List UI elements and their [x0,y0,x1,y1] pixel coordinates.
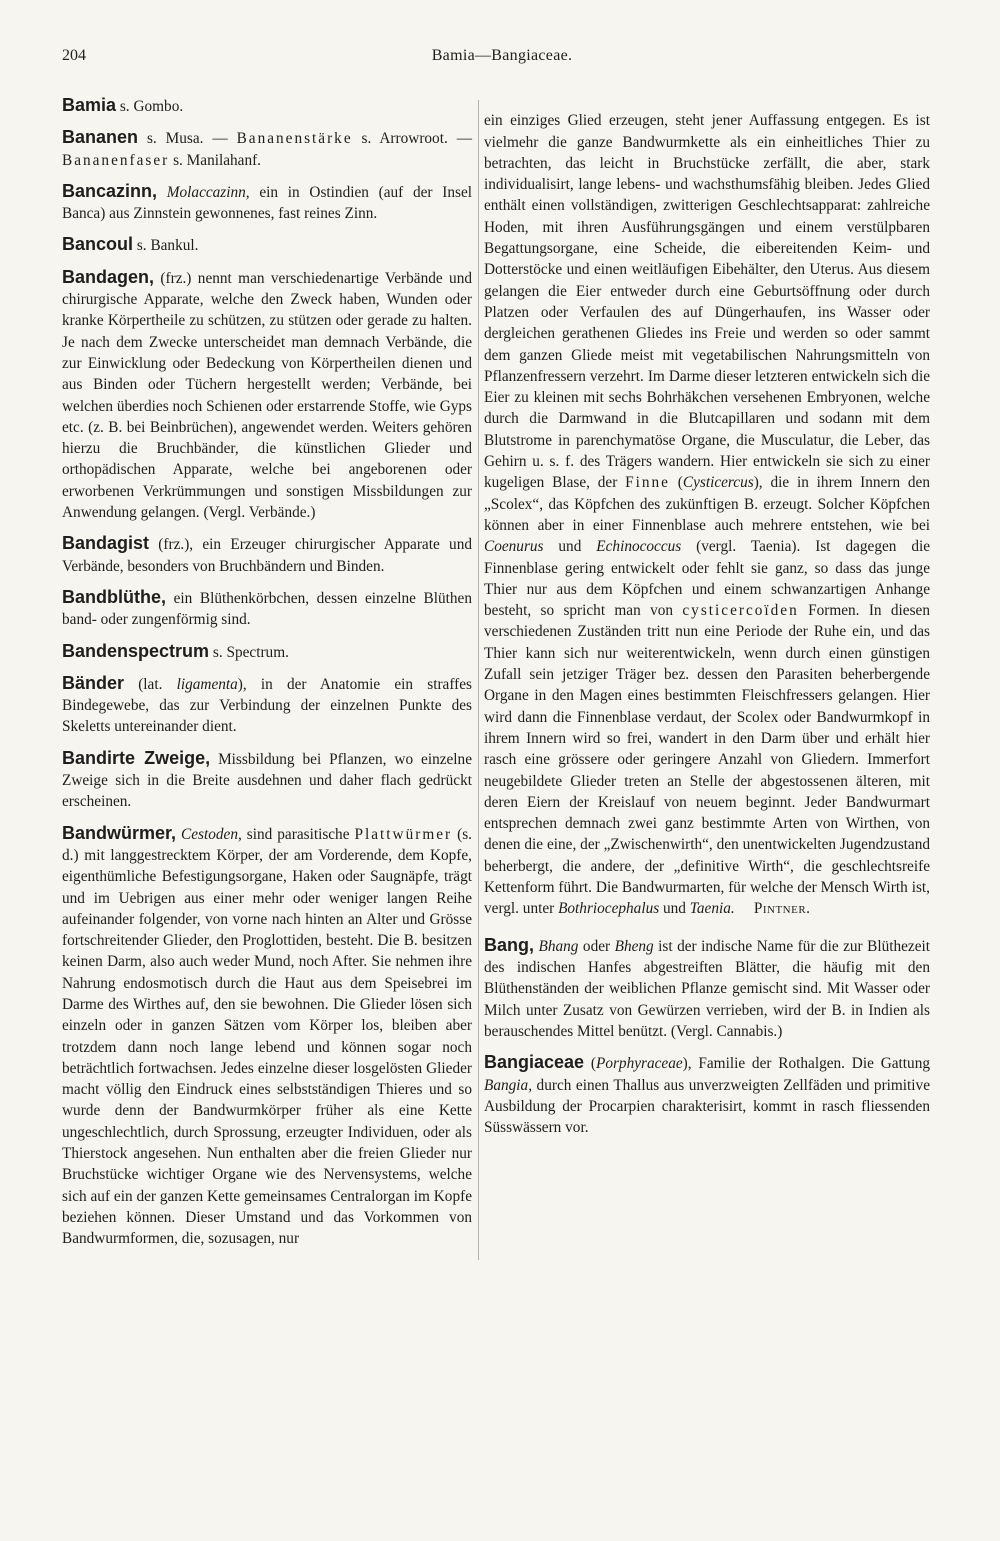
lemma-bancazinn: Bancazinn, [62,180,158,201]
italic-term: Cestoden, [181,825,242,843]
column-divider [478,100,479,1260]
entry-text: (s. d.) mit langgestrecktem Körper, der am Vorderende, dem Kopfe, eigenthümliche Befestigungsorgane, Haken oder Saugnäpfe, trägt und im Uebrigen aus einer mehr oder weniger langen Reihe aufeinander folgender, von vorne nach hinten an Alter und Grösse fortschreitender Glieder, den Proglottiden, besteht. Die B. besitzen keinen Darm, also auch weder Mund, noch After. Sie nehmen ihre Nahrung endosmotisch durch die Haut aus dem Speisebrei im Darme des Wirthes auf, den sie bewohnen. Die Glieder lösen sich einzeln oder in ganzen Sätzen vom Körper los, bleiben aber trotzdem dann noch lange lebend und können sogar noch beträchtlich fortwachsen. Jedes einzelne dieser losgelösten Glieder macht völlig den Eindruck eines selbstständigen Thieres und so wurde denn der Bandwurmkörper früher als eine Kette ungeschlechtlich, durch Sprossung, erzeugter Individuen, oder als Thierstock angesehen. Nun enthalten aber die freien Glieder nur Bruchstücke wichtiger Organe wie des Nervensystems, welche sich auf ein der ganzen Kette gemeinsames Centralorgan im Kopfe beziehen können. Dieser Umstand und das Vorkommen von Bandwurmformen, die, sozusagen, nur [62,825,472,1248]
entry-bangiaceae [484,1052,930,1138]
italic-term: Bangia, [484,1076,533,1094]
entry-text: (frz.), ein Erzeuger chirurgischer Apparate und Verbände, besonders von Bruchbändern und Binden. [62,536,472,575]
spaced-term: Bananenfaser [62,151,170,169]
entry-baender [62,673,472,738]
entry-text: und [659,900,690,918]
entry-text: ist der indische Name für die zur Blüthezeit des indischen Hanfes abgestreiften Blätter, die häufig mit den Blüthenständen der weiblichen Pflanze gemischt sind. Mit Wasser oder Milch unter Zusatz von Gewürzen verrieben, wird der B. in Indien als berauschendes Mittel benützt. (Vergl. Cannabis.) [484,937,930,1041]
entry-text: Formen. In diesen verschiedenen Zuständen tritt nun eine Periode der Ruhe ein, und das Thier kann sich nur weiterentwickeln, wenn durch einen günstigen Zufall sein jetziger Träger bez. dessen den Parasiten beherbergende Organe in den Magen eines bestimmten Fleischfressers gelangen. Hier wird dann die Finnenblase verdaut, der Scolex oder Bandwurmkopf in ihrem Innern wird so frei, wandert in den Darm über und erhält hier rasch eine grössere oder geringere Anzahl von Gliedern. Immerfort neugebildete Glieder treten an Stelle der abgestossenen älteren, mit deren Eiern der Kreislauf von neuem beginnt. Jeder Bandwurmart entsprechen demnach zwei ganz bestimmte Arten von Wirthen, von denen die eine, der „Zwischenwirth“, den unentwickelten Jugendzustand beherbergt, die andere, der „definitive Wirth“, die geschlechtsreife Kettenform führt. Die Bandwurmarten, für welche der Mensch Wirth ist, vergl. unter [484,602,930,918]
lemma-bang: Bang, [484,934,535,955]
italic-term: Bothriocephalus [558,900,660,918]
entry-text: sind parasitische [241,825,355,843]
italic-term: Bheng [614,937,654,955]
left-column [62,95,472,1260]
lemma-bananen: Bananen [62,127,139,148]
entry-text: s. Spectrum. [209,643,289,661]
entry-text: ), Familie der Rothalgen. Die Gattung [682,1055,931,1073]
lemma-bandagen: Bandagen, [62,266,155,287]
lemma-bancoul: Bancoul [62,234,134,255]
entry-bandenspectrum [62,641,472,663]
entry-text: s. Arrowroot. — [352,130,472,148]
lemma-bandirte-zweige: Bandirte Zweige, [62,747,211,768]
lemma-bandbluethe: Bandblüthe, [62,586,166,607]
entry-bandbluethe [62,587,472,631]
italic-term: Echinococcus [596,538,682,556]
lemma-bandenspectrum: Bandenspectrum [62,640,210,661]
lemma-baender: Bänder [62,672,125,693]
entry-bandwuermer-continued [484,110,930,919]
entry-text: s. Musa. — [138,130,237,148]
entry-text: ), die in ihrem Innern den „Scolex“, das Köpfchen des zukünftigen B. erzeugt. Solcher Köpfchen können aber in einer Finnenblase auch mehrere entstehen, wie bei [484,474,930,534]
entry-text: s. Bankul. [133,237,199,255]
entry-text: ), in der Anatomie ein straffes Bindegewebe, das zur Verbindung der einzelnen Punkte des Skeletts untereinander dient. [62,675,473,736]
italic-term: Taenia. [689,900,735,918]
entry-text: oder [578,937,615,955]
entry-text: ein einziges Glied erzeugen, steht jener Auffassung entgegen. Es ist vielmehr die ganze Bandwurmkette als ein einheitliches Thier zu betrachten, das leicht in Bruchstücke zerfällt, die aber, stark individualisirt, lange lebens- und wachsthumsfähig bleiben. Jedes Glied enthält einen vollständigen, zwitterigen Geschlechtsapparat: zahlreiche Hoden, mit ihren Ausführungsgängen und einem verstülpbaren Begattungsorgane, eine Scheide, die eibereitenden Keim- und Dotterstöcke und einen weitläufigen Eibehälter, den Uterus. Aus diesem gelangen die Eier entweder durch eine Geburtsöffnung oder durch Platzen oder Verfaulen des auf Düngerhaufen, ins Wasser oder dergleichen gerathenen Gliedes ins Freie und werden so oder sammt dem ganzen Gliede meist mit vegetabilischen Nahrungsmitteln von Pflanzenfressern verzehrt. Im Darme dieser letzteren entwickeln sich die Eier zu kleinen mit sechs Bohrhäkchen versehenen Embryonen, welche durch die Darmwand in die Blutcapillaren und sodann mit dem Blutstrome in parenchymatöse Organe, die Musculatur, die Leber, das Gehirn u. s. f. des Trägers wandern. Hier entwickeln sie sich zu einer kugeligen Blase, der [484,112,930,492]
italic-term: Coenurus [484,538,544,556]
entry-bananen [62,127,472,171]
entry-text [157,184,167,201]
entry-text: durch einen Thallus aus unverzweigten Zellfäden und primitive Ausbildung der Procarpien charakterisirt, kommt in rasch fliessenden Süsswässern vor. [484,1076,930,1137]
entry-bandagen [62,267,472,524]
lemma-bandagist: Bandagist [62,533,150,554]
italic-term: Cysticercus [682,474,754,492]
entry-text: (vergl. Taenia). Ist dagegen die Finnenblase gering entwickelt oder fehlt sie ganz, so dass das junge Thier nur aus dem Köpfchen und einem schwanzartigen Anhange besteht, so spricht man von [484,538,931,620]
lemma-bangiaceae: Bangiaceae [484,1052,585,1073]
entry-text: s. Gombo. [116,98,184,115]
italic-term: Bhang [538,937,579,955]
lemma-bamia: Bamia [62,95,117,115]
right-column [484,95,930,1149]
entry-bandwuermer [62,823,472,1250]
spaced-term: cysticercoïden [682,602,799,620]
entry-text: Missbildung bei Pflanzen, wo einzelne Zweige sich in die Breite ausdehnen und daher flach gedrückt erscheinen. [62,750,472,811]
lemma-bandwuermer: Bandwürmer, [62,822,177,843]
entry-bancazinn [62,181,472,225]
entry-text: (frz.) nennt man verschiedenartige Verbände und chirurgische Apparate, welche den Zweck haben, Wunden oder kranke Körpertheile zu schützen, zu stützen oder gerade zu halten. Je nach dem Zwecke unterscheidet man demnach Verbände, die zur Einwicklung oder Bedeckung von Körpertheilen dienen und aus Binden oder Tüchern hergestellt werden; Verbände, bei welchen überdies noch Schienen oder erstarrende Stoffe, wie Gyps etc. (z. B. bei Beinbrüchen), angewendet werden. Weiters gehören hierzu die Bruchbänder, die künstlichen Glieder und orthopädischen Apparate, welche bei angeborenen oder erworbenen Verkrümmungen und sonstigen Missbildungen zur Anwendung gelangen. (Vergl. Verbände.) [62,269,472,522]
entry-text: (lat. [124,675,177,693]
italic-term: ligamenta [176,675,238,693]
entry-text: ein in Ostindien (auf der Insel Banca) aus Zinnstein gewonnenes, fast reines Zinn. [62,183,472,223]
spaced-term: Plattwürmer [354,825,453,843]
entry-bandagist [62,533,472,577]
entry-bancoul [62,234,472,256]
running-head: Bamia—Bangiaceae. [431,47,573,64]
italic-term: Porphyraceae [595,1055,683,1073]
page-number: 204 [62,47,86,64]
spaced-term: Bananenstärke [236,130,353,148]
entry-text: ( [669,474,683,492]
italic-term: Molaccazinn, [166,183,250,201]
entry-bang [484,935,930,1042]
spaced-term: Finne [625,474,670,492]
entry-text: s. Manilahanf. [169,151,262,169]
entry-bamia [62,95,472,117]
entry-text: ( [584,1055,596,1073]
page-header [62,47,942,71]
entry-bandirte-zweige [62,748,472,813]
entry-text: ein Blüthenkörbchen, dessen einzelne Blüthen band- oder zungenförmig sind. [62,589,472,629]
author-signature: Pintner. [753,900,811,918]
entry-text: und [543,538,597,556]
